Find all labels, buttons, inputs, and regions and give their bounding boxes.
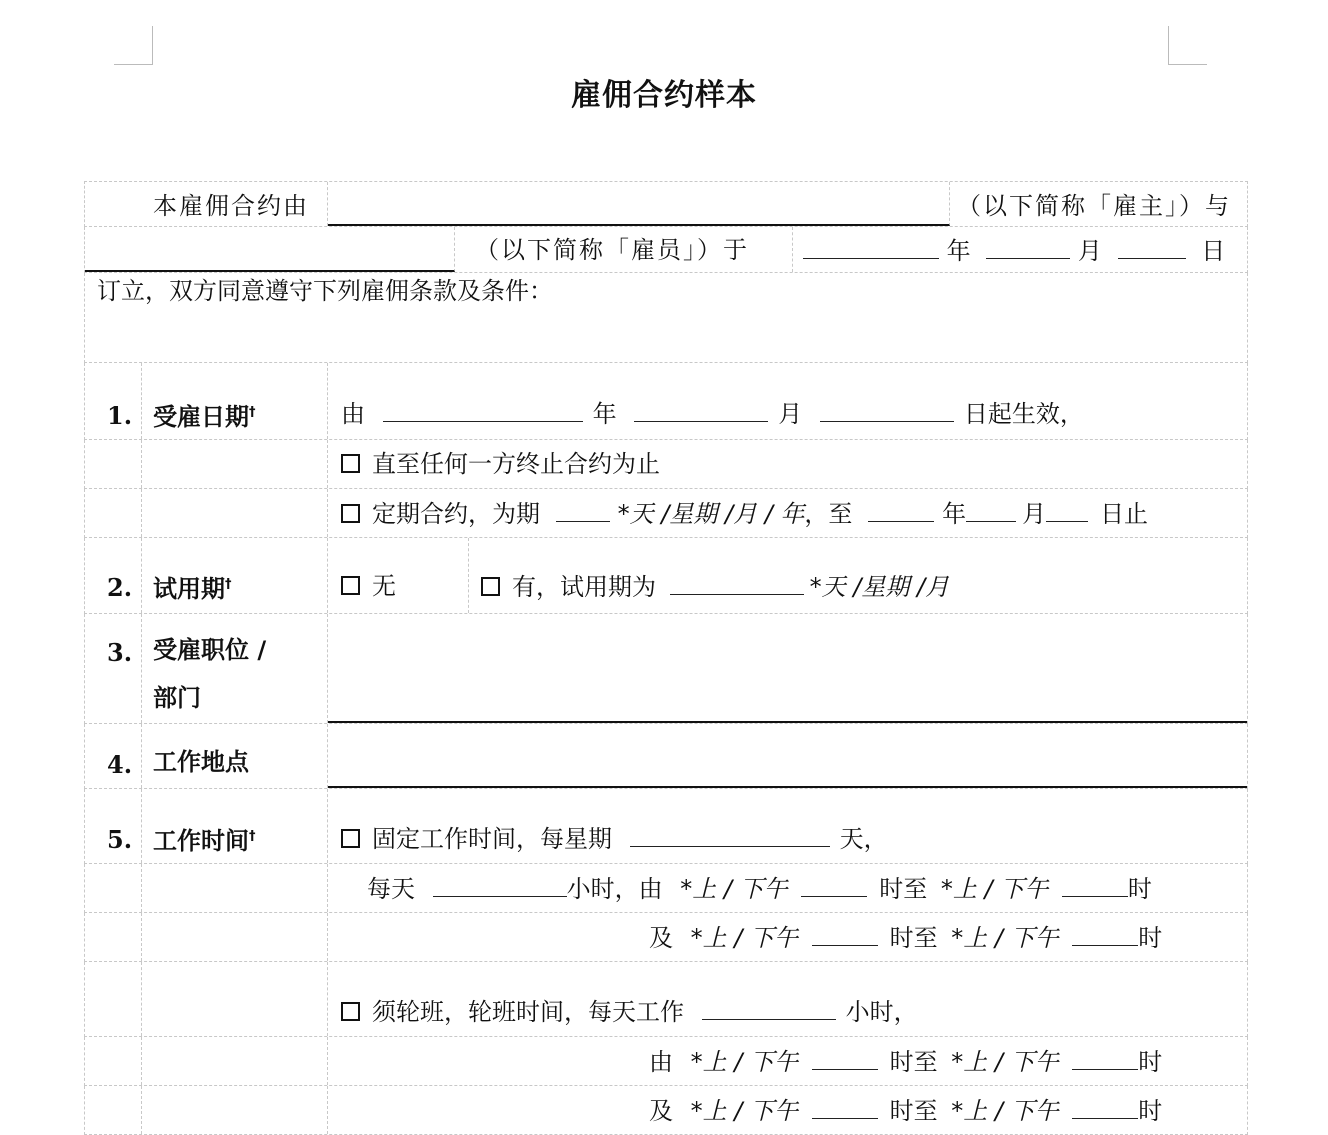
clause-5-daily-row: 每天 小时，由 *上 / 下午 时至 *上 / 下午 时	[84, 864, 1248, 913]
clause-4-number: 4.	[107, 750, 133, 779]
clause-1-option-2: 定期合约，为期 *天 /星期 /月 / 年，至 年 月 日止	[84, 489, 1248, 538]
intro-row-1	[84, 181, 1248, 227]
clause-2-row: 2. 试用期† 无 有，试用期为 *天 /星期 /月	[84, 538, 1248, 614]
hours-per-day-blank[interactable]	[433, 874, 567, 897]
clause-5-label: 工作时间†	[153, 827, 256, 855]
end-hour-blank[interactable]	[1062, 874, 1128, 897]
clause-1-dates: 由 年 月 日起生效，	[341, 400, 1084, 428]
intro-by: 本雇佣合约由	[153, 192, 309, 220]
shift-end-hour-blank[interactable]	[1072, 1047, 1138, 1070]
employer-name-field[interactable]	[328, 182, 950, 226]
clause-1-number: 1.	[107, 401, 133, 430]
agree-row	[84, 273, 1248, 363]
clause-3-number: 3.	[107, 638, 133, 667]
shift-second-start-blank[interactable]	[812, 1096, 878, 1119]
shift-hours-blank[interactable]	[702, 997, 836, 1020]
end-year-blank[interactable]	[868, 499, 934, 522]
clause-3-label-2: 部门	[153, 684, 201, 712]
clause-1-option-1: 直至任何一方终止合约为止	[84, 440, 1248, 489]
date-day-blank[interactable]	[1118, 236, 1186, 259]
contract-form	[84, 181, 1248, 1135]
start-month-blank[interactable]	[634, 399, 768, 422]
crop-mark-top-left	[114, 26, 153, 65]
intro-row-2	[84, 227, 1248, 273]
clause-5-shift-row: 须轮班，轮班时间，每天工作 小时，	[84, 962, 1248, 1037]
clause-4-row	[84, 724, 1248, 789]
clause-5-shift-from-row: 由 *上 / 下午 时至 *上 / 下午 时	[84, 1037, 1248, 1086]
probation-checkbox[interactable]	[481, 577, 500, 596]
second-end-hour-blank[interactable]	[1072, 923, 1138, 946]
start-year-blank[interactable]	[383, 399, 583, 422]
clause-1-label: 受雇日期†	[153, 403, 256, 431]
work-location-field[interactable]	[328, 724, 1247, 788]
shift-start-hour-blank[interactable]	[812, 1047, 878, 1070]
position-department-field[interactable]	[328, 614, 1247, 723]
contract-date: 年 月 日	[803, 236, 1225, 265]
end-month-blank[interactable]	[966, 499, 1016, 522]
clause-3-row	[84, 614, 1248, 724]
second-start-hour-blank[interactable]	[812, 923, 878, 946]
clause-5-shift-and-row: 及 *上 / 下午 时至 *上 / 下午 时	[84, 1086, 1248, 1135]
clause-5-number: 5.	[107, 825, 133, 854]
start-day-blank[interactable]	[820, 399, 954, 422]
clause-4-label: 工作地点	[153, 748, 249, 776]
clause-2-number: 2.	[107, 573, 133, 602]
document-title: 雇佣合约样本	[571, 78, 757, 113]
clause-1-row	[84, 363, 1248, 440]
date-month-blank[interactable]	[986, 236, 1070, 259]
fixed-term-checkbox[interactable]	[341, 504, 360, 523]
end-day-blank[interactable]	[1046, 499, 1088, 522]
days-per-week-blank[interactable]	[630, 824, 830, 847]
clause-3-label: 受雇职位 /	[153, 636, 267, 664]
employer-note: （以下简称「雇主」）与	[957, 192, 1231, 220]
clause-2-label: 试用期†	[153, 575, 232, 603]
employee-name-field[interactable]	[85, 227, 455, 272]
no-probation-checkbox[interactable]	[341, 576, 360, 595]
fixed-hours-checkbox[interactable]	[341, 829, 360, 848]
until-terminated-checkbox[interactable]	[341, 454, 360, 473]
clause-5-and-row: 及 *上 / 下午 时至 *上 / 下午 时	[84, 913, 1248, 962]
probation-length-blank[interactable]	[670, 572, 804, 595]
employee-note: （以下简称「雇员」）于	[475, 236, 749, 264]
crop-mark-top-right	[1168, 26, 1207, 65]
term-length-blank[interactable]	[556, 499, 610, 522]
shift-work-checkbox[interactable]	[341, 1002, 360, 1021]
clause-5-row: 5. 工作时间† 固定工作时间，每星期 天，	[84, 789, 1248, 864]
shift-second-end-blank[interactable]	[1072, 1096, 1138, 1119]
start-hour-blank[interactable]	[801, 874, 867, 897]
agree-text: 订立，双方同意遵守下列雇佣条款及条件：	[97, 277, 553, 305]
date-year-blank[interactable]	[803, 236, 939, 259]
